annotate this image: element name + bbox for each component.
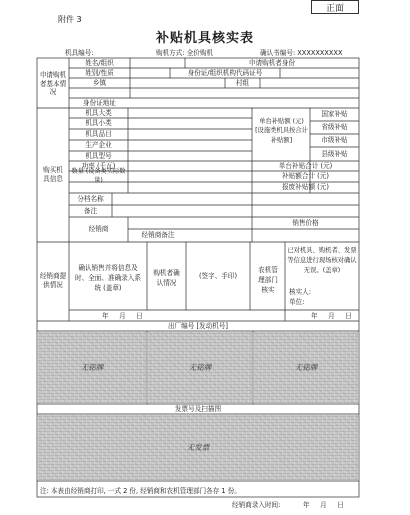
city-subsidy-label: 市级补贴: [321, 136, 348, 145]
report-total-label: 报废补贴额 (元): [282, 183, 329, 192]
nameplate-photo-2-caption: 无铭牌: [188, 363, 212, 372]
quantity-label: 数量 (设备类实际数量): [71, 168, 126, 184]
invoice-scan-caption: 无发票: [186, 443, 210, 452]
item-label: 机具品目: [85, 130, 112, 139]
remark-label: 备注: [83, 206, 98, 215]
entry-date: 年 月 日: [303, 501, 344, 509]
power-label: 功率 (千瓦): [81, 161, 116, 170]
nameplate-photo-1-caption: 无铭牌: [80, 363, 104, 372]
entry-time-label: 经销商录入时间:: [232, 501, 281, 509]
subcategory-label: 机具小类: [85, 119, 112, 128]
applicant-identity-label: 申请购机者身份: [248, 58, 296, 67]
nameplate-photo-3-caption: 无铭牌: [294, 363, 318, 372]
village-label: 村组: [235, 78, 250, 87]
nameplate-photo-3: [254, 332, 358, 403]
buyer-opinion-label: 购机者确认情况: [153, 268, 180, 287]
nameplate-photo-1: [38, 332, 146, 403]
invoice-section-label: 发票号及扫描图: [174, 404, 222, 413]
address-label: 身份证地址: [83, 98, 116, 107]
dealer-date: 年 月 日: [102, 312, 143, 320]
dealer-opinion-text: 确认销售并将信息及时、全面、准确录入系统 (盖章): [75, 263, 141, 293]
nameplate-photo-2: [148, 332, 252, 403]
agency-date: 年 月 日: [311, 312, 352, 320]
page-title: 补贴机具核实表: [155, 31, 254, 46]
manufacturer-label: 生产企业: [85, 141, 112, 150]
provincial-subsidy-label: 省级补贴: [321, 123, 348, 132]
unit-subsidy-label: 单台补贴额 (元) [设施类机具按合计补贴额]: [255, 117, 308, 144]
county-subsidy-label: 县级补贴: [321, 149, 348, 158]
machine-section-label: 购买机具信息: [43, 166, 63, 183]
subsidy-total-label: 补贴额合计 (元): [282, 172, 329, 181]
price-label: 销售价格: [292, 218, 319, 227]
purchase-mode-label: 购机方式: 全价购机: [156, 49, 214, 57]
model-label: 机具型号: [85, 151, 112, 160]
attachment-label: 附件 3: [58, 15, 82, 24]
grading-label: 分档名称: [77, 194, 104, 203]
unit-label: 单位:: [289, 298, 305, 306]
dealer-remark-label: 经销商备注: [141, 231, 175, 240]
agency-opinion-label: 农机管理部门核实: [258, 265, 278, 295]
name-org-label: 姓名/组织: [85, 58, 114, 67]
national-subsidy-label: 国家补贴: [321, 110, 348, 119]
unit-total-label: 单台补贴合计 (元): [278, 161, 333, 170]
gender-label: 姓别/性质: [85, 68, 114, 77]
invoice-scan: [38, 415, 358, 480]
front-side-badge: 正面: [311, 0, 359, 14]
buyer-signature-hint: (签字、手印): [198, 271, 238, 280]
machine-number-label: 机具编号:: [65, 49, 94, 57]
applicant-section-label: 申请购机者基本情况: [39, 70, 67, 97]
footer-note: 注: 本表由经销商打印, 一式 2 份, 经销商和农机管理部门各存 1 份。: [40, 487, 241, 495]
confirmation-number-label: 确认书编号: XXXXXXXXXX: [260, 49, 343, 57]
agency-opinion-text: 已对机具、购机者、发票等信息进行现场核对确认无误。(盖章): [287, 247, 357, 274]
verifier-label: 核实人:: [289, 288, 312, 296]
id-code-label: 身份证/组织机构代码证号: [187, 68, 263, 77]
category-label: 机具大类: [85, 108, 112, 117]
dealer-opinion-label: 经销商提供情况: [39, 272, 67, 289]
town-label: 乡镇: [92, 78, 107, 87]
dealer-label: 经销商: [88, 225, 109, 234]
factory-number-label: 出厂编号 [发动机号]: [168, 321, 228, 330]
